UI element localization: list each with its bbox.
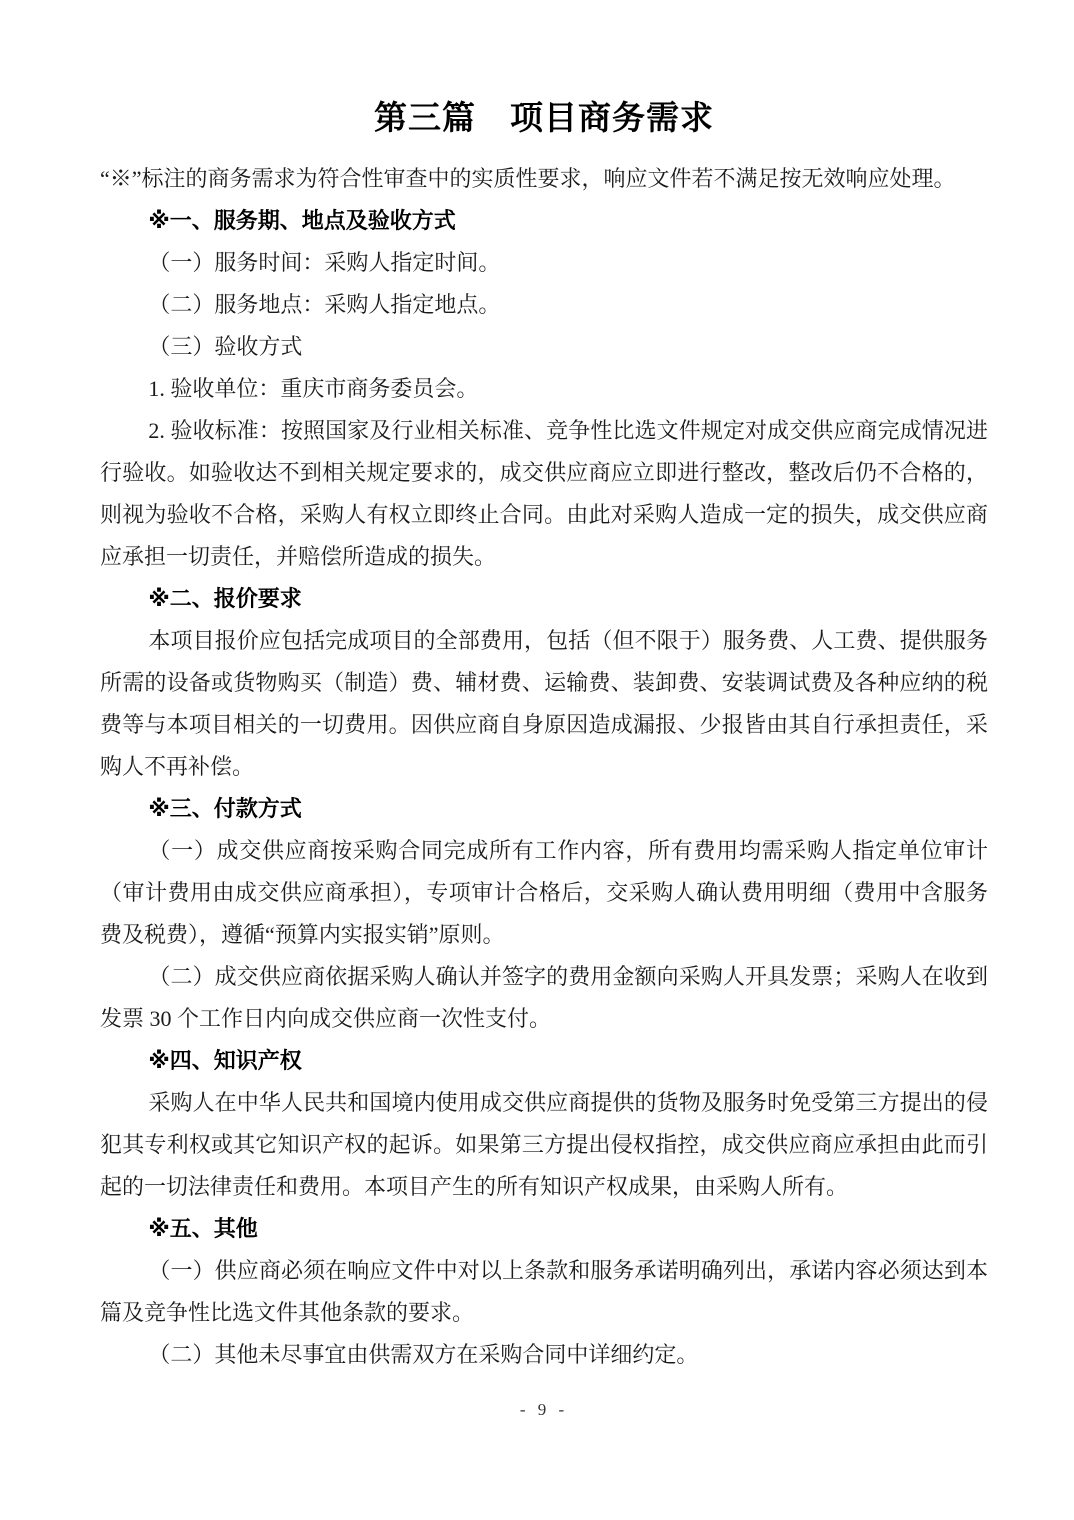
section-1-paragraph: （二）服务地点：采购人指定地点。	[148, 292, 501, 317]
section-2-heading: ※二、报价要求	[148, 586, 302, 611]
section-1-paragraph: （一）服务时间：采购人指定时间。	[148, 250, 501, 275]
section-3-heading: ※三、付款方式	[148, 796, 302, 821]
page-footer	[100, 1398, 988, 1422]
section-5-paragraph: （一）供应商必须在响应文件中对以上条款和服务承诺明确列出，承诺内容必须达到本篇及竞争性比选文件其他条款的要求。	[100, 1258, 988, 1325]
section-1-paragraph: 1. 验收单位：重庆市商务委员会。	[148, 376, 479, 401]
section-1-heading: ※一、服务期、地点及验收方式	[148, 208, 456, 233]
section-3-paragraph: （一）成交供应商按采购合同完成所有工作内容，所有费用均需采购人指定单位审计（审计费用由成交供应商承担），专项审计合格后，交采购人确认费用明细（费用中含服务费及税费），遵循“预算内实报实销”原则。	[100, 838, 988, 947]
section-5-heading: ※五、其他	[148, 1216, 258, 1241]
document-title: 第三篇 项目商务需求	[374, 101, 714, 137]
intro-paragraph: “※”标注的商务需求为符合性审查中的实质性要求，响应文件若不满足按无效响应处理。	[100, 166, 956, 191]
section-4-heading: ※四、知识产权	[148, 1048, 302, 1073]
document-content	[100, 0, 988, 1376]
page-number: - 9 -	[519, 1400, 569, 1419]
section-5-paragraph: （二）其他未尽事宜由供需双方在采购合同中详细约定。	[148, 1342, 699, 1367]
section-3-paragraph: （二）成交供应商依据采购人确认并签字的费用金额向采购人开具发票；采购人在收到发票 30 个工作日内向成交供应商一次性支付。	[100, 964, 988, 1031]
section-1-paragraph: （三）验收方式	[148, 334, 303, 359]
section-1-paragraph: 2. 验收标准：按照国家及行业相关标准、竞争性比选文件规定对成交供应商完成情况进行验收。如验收达不到相关规定要求的，成交供应商应立即进行整改，整改后仍不合格的，则视为验收不合格，采购人有权立即终止合同。由此对采购人造成一定的损失，成交供应商应承担一切责任，并赔偿所造成的损失。	[100, 418, 988, 569]
section-4-paragraph: 采购人在中华人民共和国境内使用成交供应商提供的货物及服务时免受第三方提出的侵犯其专利权或其它知识产权的起诉。如果第三方提出侵权指控，成交供应商应承担由此而引起的一切法律责任和费用。本项目产生的所有知识产权成果，由采购人所有。	[100, 1090, 988, 1199]
section-2-paragraph: 本项目报价应包括完成项目的全部费用，包括（但不限于）服务费、人工费、提供服务所需的设备或货物购买（制造）费、辅材费、运输费、装卸费、安装调试费及各种应纳的税费等与本项目相关的一切费用。因供应商自身原因造成漏报、少报皆由其自行承担责任，采购人不再补偿。	[100, 628, 988, 779]
